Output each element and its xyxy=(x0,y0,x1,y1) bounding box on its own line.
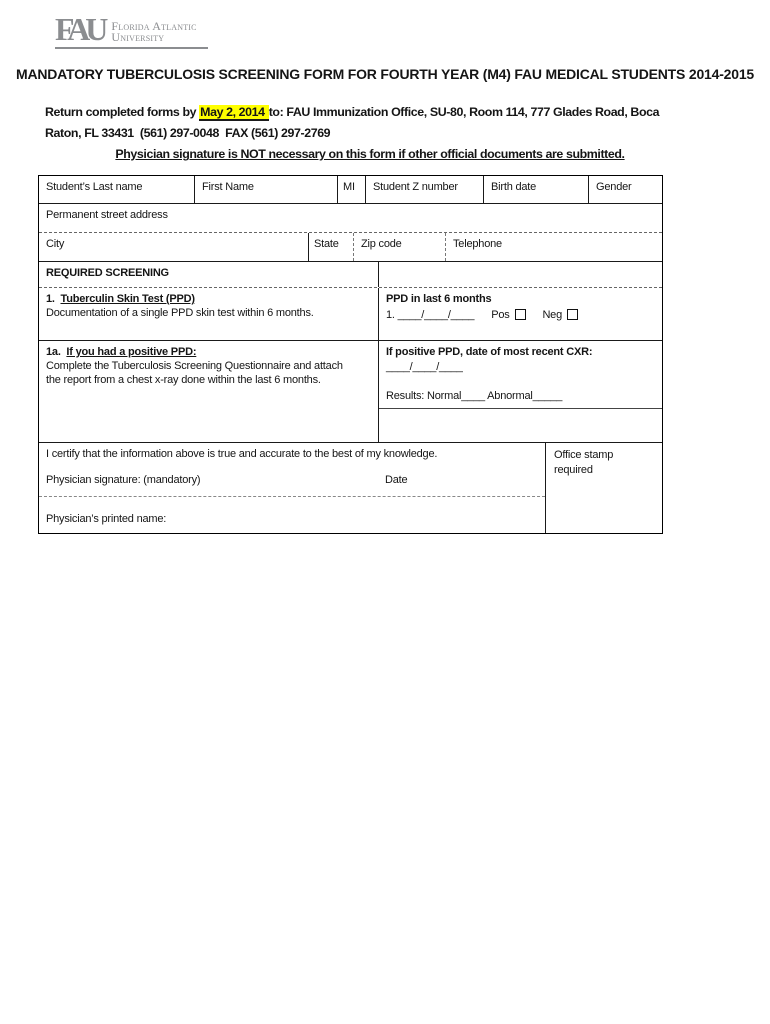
signature-divider xyxy=(39,496,545,497)
positive-ppd-instructions: 1a. If you had a positive PPD: Complete the Tuberculosis Screening Questionnaire and attach the report from a chest x-ray done within the last 6 months. xyxy=(39,341,379,442)
address-row xyxy=(39,204,662,233)
first-name-field[interactable]: First Name xyxy=(195,176,338,203)
neg-checkbox[interactable] xyxy=(567,309,578,320)
ppd-date-blank[interactable]: 1. ____/____/____ xyxy=(386,309,475,321)
pos-label: Pos xyxy=(491,309,510,321)
identity-row xyxy=(39,176,662,204)
ppd-date-line xyxy=(386,308,655,322)
positive-ppd-heading: 1a. If you had a positive PPD: xyxy=(46,346,197,358)
telephone-field[interactable]: Telephone xyxy=(453,238,502,250)
required-screening-heading: REQUIRED SCREENING xyxy=(39,262,379,287)
street-address-field[interactable]: Permanent street address xyxy=(46,209,168,221)
office-stamp-area xyxy=(546,443,662,533)
ppd-description: Documentation of a single PPD skin test within 6 months. xyxy=(46,307,314,319)
cxr-empty-cell xyxy=(379,409,662,442)
return-line-1: Return completed forms by May 2, 2014 to: FAU Immunization Office, SU-80, Room 114, 777 Glades Road, Boca xyxy=(45,105,660,119)
last-name-field[interactable]: Student’s Last name xyxy=(39,176,195,203)
cxr-area xyxy=(379,341,662,409)
z-number-field[interactable]: Student Z number xyxy=(366,176,484,203)
neg-label: Neg xyxy=(542,309,563,321)
positive-ppd-row xyxy=(39,341,662,443)
certification-area xyxy=(39,443,546,533)
ppd-row xyxy=(39,288,662,341)
fau-logo-name: Florida Atlantic University xyxy=(111,19,197,44)
certification-statement: I certify that the information above is true and accurate to the best of my knowledge. xyxy=(46,448,438,460)
cxr-heading: If positive PPD, date of most recent CXR: xyxy=(386,346,593,358)
cxr-date-blank[interactable]: ____/____/____ xyxy=(386,361,463,373)
ppd-instructions xyxy=(39,288,379,340)
required-screening-spacer xyxy=(379,262,662,287)
middle-initial-field[interactable]: MI xyxy=(338,176,366,203)
return-instructions xyxy=(45,102,695,165)
ppd-heading: 1. Tuberculin Skin Test (PPD) xyxy=(46,293,195,305)
physician-signature-field[interactable]: Physician signature: (mandatory) xyxy=(46,474,201,486)
physician-signature-note: Physician signature is NOT necessary on this form if other official documents are submitted. xyxy=(115,147,625,161)
birth-date-field[interactable]: Birth date xyxy=(484,176,589,203)
ppd-result-area xyxy=(379,288,662,340)
office-stamp-label: Office stamp required xyxy=(554,449,614,476)
city-state-row xyxy=(39,233,662,262)
screening-form-table xyxy=(38,175,663,534)
state-field[interactable]: State xyxy=(309,233,354,261)
fau-logo-acronym: FAU xyxy=(55,11,104,47)
required-screening-row xyxy=(39,262,662,288)
fau-logo xyxy=(55,11,211,49)
gender-field[interactable]: Gender xyxy=(596,181,632,193)
certification-row xyxy=(39,443,662,533)
cxr-results-line[interactable]: Results: Normal____ Abnormal_____ xyxy=(386,390,563,402)
logo-underline xyxy=(55,47,208,49)
ppd-result-heading: PPD in last 6 months xyxy=(386,293,492,305)
pos-checkbox[interactable] xyxy=(515,309,526,320)
zip-code-field[interactable]: Zip code xyxy=(354,233,446,261)
return-line-2: Raton, FL 33431 (561) 297-0048 FAX (561) 297-2769 xyxy=(45,126,331,140)
signature-date-field[interactable]: Date xyxy=(385,474,408,486)
printed-name-field[interactable]: Physician’s printed name: xyxy=(46,513,167,525)
form-title: MANDATORY TUBERCULOSIS SCREENING FORM FOR FOURTH YEAR (M4) FAU MEDICAL STUDENTS 2014-2015 xyxy=(15,66,755,82)
deadline-highlight: May 2, 2014 xyxy=(200,105,268,119)
city-field[interactable]: City xyxy=(39,233,309,261)
cxr-column xyxy=(379,341,662,442)
